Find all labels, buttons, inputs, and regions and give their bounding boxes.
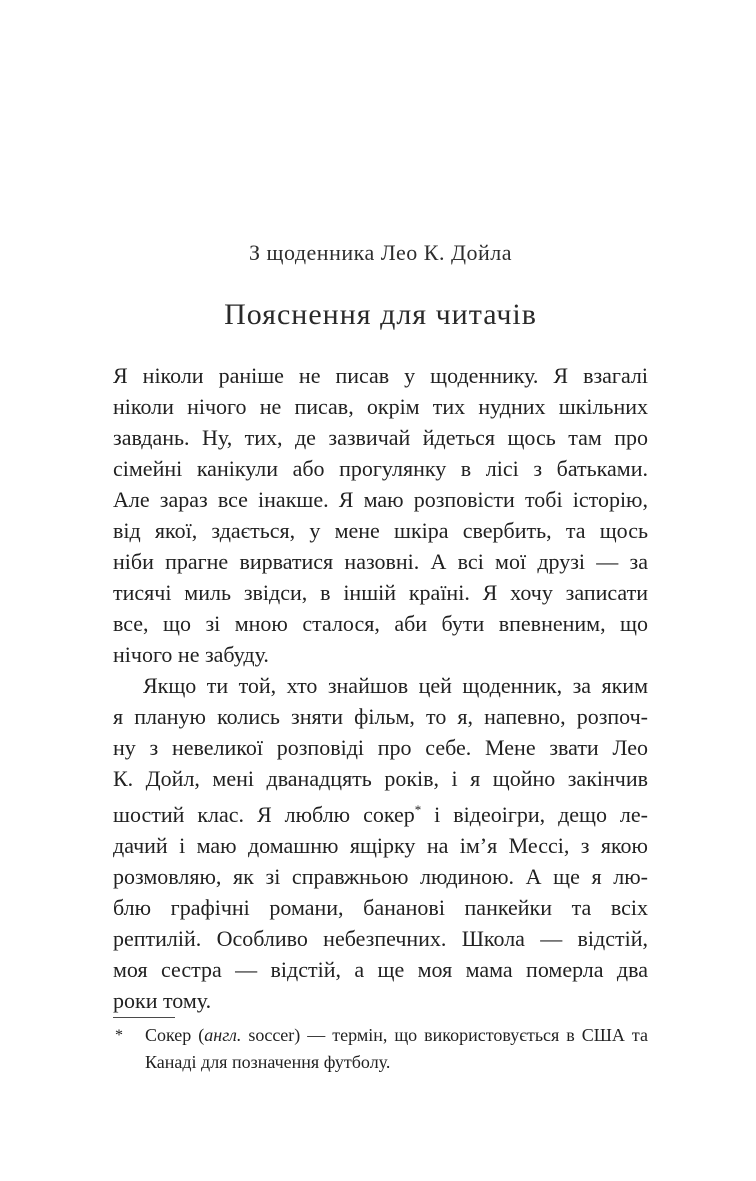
paragraph — [113, 360, 648, 670]
chapter-title: Пояснення для читачів — [224, 298, 537, 331]
text-line: Якщо ти той, хто знайшов цей щоденник, за яким — [143, 673, 648, 698]
footnote-reference-asterisk: * — [414, 802, 422, 817]
text-line: К. Дойл, мені дванадцять років, і я щойно закінчив — [113, 766, 648, 791]
text-line: розмовляю, як зі справжньою людиною. А ще я лю- — [113, 864, 648, 889]
footnote-divider — [113, 1017, 175, 1018]
diary-kicker-heading: З щоденника Лео К. Дойла — [249, 240, 512, 265]
text-line: моя сестра — відстій, а ще моя мама померла два — [113, 957, 648, 982]
text-line: я планую колись зняти фільм, то я, напевно, розпоч- — [113, 704, 648, 729]
text-line: ніби прагне вирватися назовні. А всі мої друзі — за — [113, 549, 648, 574]
text-line — [113, 794, 648, 830]
text-segment-italic: англ. — [204, 1025, 242, 1045]
text-line: Але зараз все інакше. Я маю розповісти тобі історію, — [113, 487, 648, 512]
text-line: роки тому. — [113, 988, 212, 1013]
text-line: сімейні канікули або прогулянку в лісі з батьками. — [113, 456, 648, 481]
text-line: рептилій. Особливо небезпечних. Школа — відстій, — [113, 926, 648, 951]
text-segment: і відеоігри, дещо ле- — [421, 802, 648, 827]
text-line: нічого не забуду. — [113, 642, 269, 667]
text-line: блю графічні романи, бананові панкейки та всіх — [113, 895, 648, 920]
footnote-marker-asterisk: * — [115, 1027, 123, 1044]
text-line: Я ніколи раніше не писав у щоденнику. Я взагалі — [113, 363, 648, 388]
footnote-body — [145, 1022, 648, 1076]
text-segment: soccer) — термін, що використовується в США та — [241, 1025, 648, 1045]
text-line: завдань. Ну, тих, де зазвичай йдеться щось там про — [113, 425, 648, 450]
text-line: дачий і маю домашню ящірку на ім’я Мессі, з якою — [113, 833, 648, 858]
text-line: від якої, здається, у мене шкіра свербить, та щось — [113, 518, 648, 543]
footnote-line — [145, 1022, 648, 1049]
text-line: ну з невеликої розповіді про себе. Мене звати Лео — [113, 735, 648, 760]
footnote — [113, 1022, 648, 1076]
text-segment: Сокер ( — [145, 1025, 205, 1045]
body-text — [113, 360, 648, 1016]
text-segment: шостий клас. Я люблю сокер — [113, 802, 415, 827]
footnote-line: Канаді для позначення футболу. — [145, 1052, 391, 1072]
text-line: тисячі миль звідси, в іншій країні. Я хочу записати — [113, 580, 648, 605]
paragraph — [113, 670, 648, 1016]
text-line: ніколи нічого не писав, окрім тих нудних шкільних — [113, 394, 648, 419]
text-line: все, що зі мною сталося, аби бути впевненим, що — [113, 611, 648, 636]
